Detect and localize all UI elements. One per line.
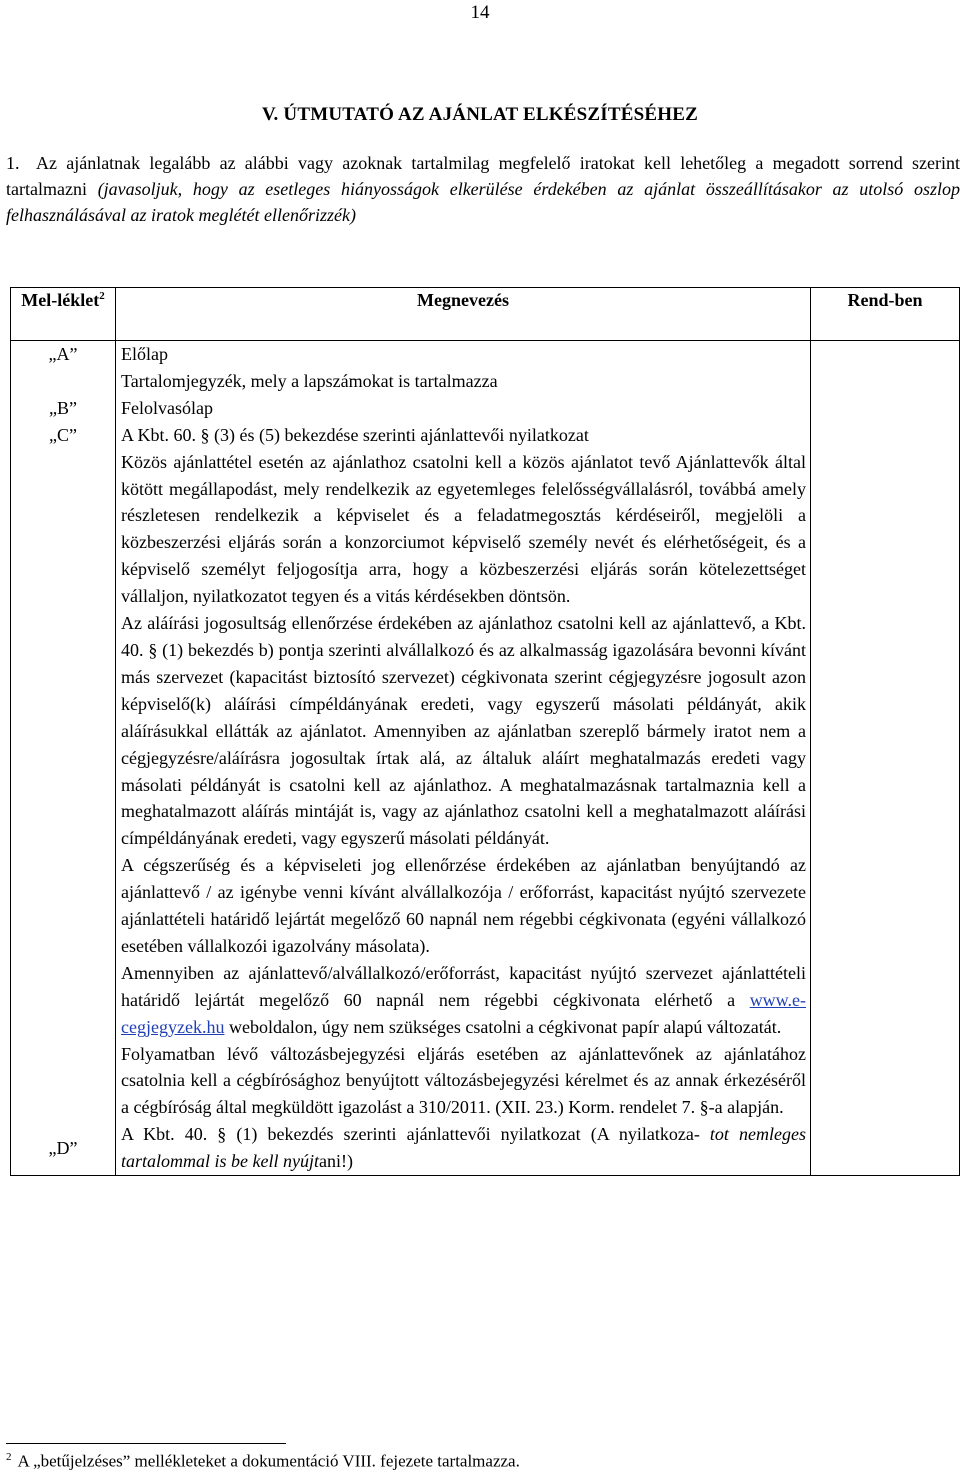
row-check-cell[interactable] <box>811 341 960 1176</box>
row-text: Tartalomjegyzék, mely a lapszámokat is tartalmazza <box>116 368 811 395</box>
intro-italic-text: (javasoljuk, hogy az esetleges hiányosságok elkerülése érdekében az ajánlat összeállításakor az utolsó oszlop felhasználásával az iratok meglétét ellenőrizzék) <box>6 179 960 225</box>
row-mark <box>11 368 116 395</box>
row-text: Előlap <box>116 341 811 368</box>
row-text: A cégszerűség és a képviseleti jog ellenőrzése érdekében az ajánlatban benyújtandó az ajánlattevő / az igénybe venni kívánt alvállalkozója / erőforrást, kapacitást nyújtó szervezete ajánlattételi határidő lejártát megelőző 60 napnál nem régebbi cégkivonata (egyéni vállalkozó esetében vállalkozói igazolvány másolata). <box>116 852 811 960</box>
table-header-row <box>11 288 960 341</box>
intro-text: Az ajánlatnak legalább az alábbi vagy azoknak tartalmilag megfelelő iratokat kell lehetőleg a megadott sorrend szerint tartalmazni <box>6 153 960 199</box>
row-text: Amennyiben az ajánlattevő/alvállalkozó/erőforrást, kapacitást nyújtó szervezet ajánlattételi határidő lejártát megelőző 60 napnál nem régebbi cégkivonata elérhető a www.e-cegjegyzek.hu weboldalon, úgy nem szükséges csatolni a cégkivonat papír alapú változatát. <box>116 960 811 1041</box>
row-mark: „B” <box>11 395 116 422</box>
header-attachment: Mel-léklet$^2$ <box>11 288 116 341</box>
list-number: 1. <box>6 153 20 173</box>
header-name: Megnevezés <box>116 288 811 341</box>
attachments-table <box>10 287 960 1176</box>
footnote-divider <box>6 1443 286 1444</box>
row-mark: „C” <box>11 422 116 449</box>
section-title: V. ÚTMUTATÓ AZ AJÁNLAT ELKÉSZÍTÉSÉHEZ <box>262 104 698 125</box>
page-number: 14 <box>470 2 490 23</box>
row-text: Folyamatban lévő változásbejegyzési eljárás esetében az ajánlattevőnek az ajánlatához csatolnia kell a cégbírósághoz benyújtott változásbejegyzési kérelmet és az annak érkezéséről a cégbíróság által megküldött igazolást a 310/2011. (XII. 23.) Korm. rendelet 7. §-a alapján. <box>116 1041 811 1122</box>
footnote-ref: 2 <box>99 290 105 302</box>
row-mark: „A” <box>11 341 116 368</box>
footnote <box>6 1451 520 1472</box>
row-text: Az aláírási jogosultság ellenőrzése érdekében az ajánlathoz csatolni kell az ajánlattevő, a Kbt. 40. § (1) bekezdés b) pontja szerinti alvállalkozó és az alkalmasság igazolására bevonni kívánt más szervezet (kapacitást biztosító szervezet) cégkivonata szerint cégjegyzésre jogosult azon képviselő(k) aláírási címpéldányának eredeti, vagy egyszerű másolati példányát, akik aláírásukkal ellátták az ajánlatot. Amennyiben az ajánlatban szereplő bármely iratot nem a cégjegyzésre/aláírásra jogosultak írtak alá, az általuk aláírt meghatalmazás eredeti vagy másolati példányát is csatolni kell az ajánlathoz. A meghatalmazásnak tartalmaznia kell a meghatalmazott aláírás mintáját is, vagy az ajánlathoz csatolni kell a meghatalmazott aláírási címpéldányának eredeti, vagy egyszerű másolati példányát. <box>116 610 811 852</box>
row-text: Felolvasólap <box>116 395 811 422</box>
table-row <box>11 341 960 368</box>
row-text: A Kbt. 60. § (3) és (5) bekezdése szerinti ajánlattevői nyilatkozat <box>116 422 811 449</box>
footnote-number: 2 <box>6 1451 12 1463</box>
company-registry-link[interactable]: www.e-cegjegyzek.hu <box>121 989 806 1037</box>
row-mark <box>11 449 116 610</box>
row-mark <box>11 852 116 960</box>
row-text: Közös ajánlattétel esetén az ajánlathoz csatolni kell a közös ajánlatot tevő Ajánlattevők által kötött megállapodást, mely rendelkezik az egyetemleges felelősségvállalásról, továbbá amely részletesen rendelkezik a képviselet és a feladatmegosztás kérdéseiről, megjelöli a közbeszerzési eljárás során a konzorciumot képviselő személy nevét és elérhetőségeit, és a képviselő személyt feljogosítja arra, hogy a közbeszerzési eljárás során kötelezettséget vállaljon, nyilatkozatot tegyen és a vitás kérdésekben döntsön. <box>116 449 811 610</box>
row-mark: „D” <box>11 1121 116 1175</box>
intro-paragraph <box>6 150 960 228</box>
row-mark <box>11 610 116 852</box>
row-mark <box>11 960 116 1041</box>
row-mark <box>11 1041 116 1122</box>
row-text: A Kbt. 40. § (1) bekezdés szerinti ajánlattevői nyilatkozat (A nyilatkoza- tot nemleges tartalommal is be kell nyújtani!) <box>116 1121 811 1175</box>
header-ok: Rend-ben <box>811 288 960 341</box>
footnote-text: A „betűjelzéses” mellékleteket a dokumentáció VIII. fejezete tartalmazza. <box>17 1451 520 1471</box>
